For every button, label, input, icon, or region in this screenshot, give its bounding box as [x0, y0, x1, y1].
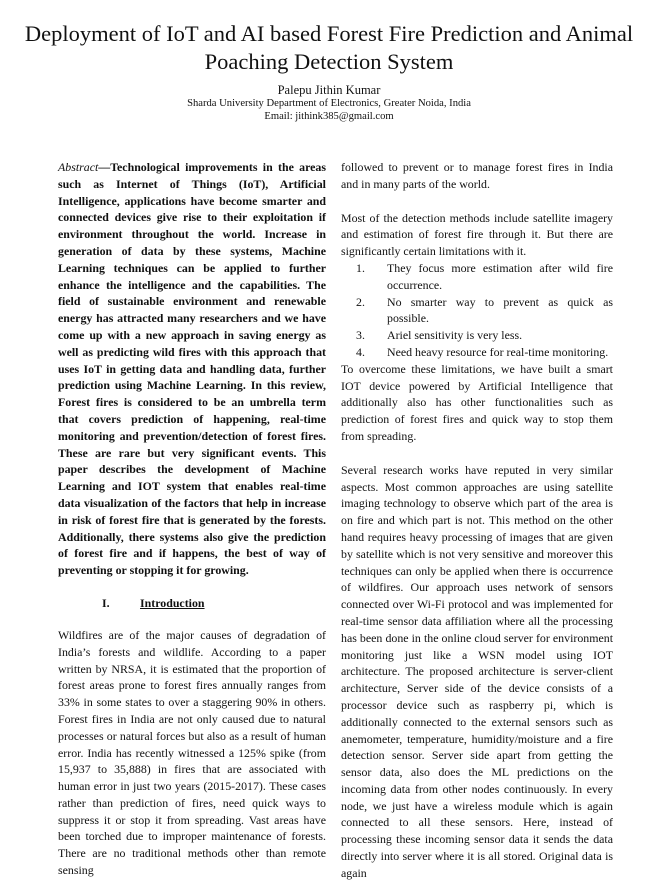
list-text: Ariel sensitivity is very less. [387, 328, 523, 343]
limitation-item [356, 344, 613, 361]
list-number: 2. [356, 294, 365, 309]
section-title: Introduction [140, 595, 205, 610]
paper-title: Deployment of IoT and AI based Forest Fire Prediction and Animal Poaching Detection System [24, 21, 634, 74]
limitation-item [356, 327, 613, 344]
abstract-label: Abstract [58, 160, 99, 174]
limitation-item [356, 294, 613, 328]
abstract [58, 159, 326, 579]
left-column [58, 159, 326, 879]
list-number: 1. [356, 260, 365, 275]
intro-paragraph-2: Most of the detection methods include satellite imagery and estimation of forest fire through it. But there are significantly certain limitations with it. [341, 210, 613, 259]
list-number: 3. [356, 328, 365, 343]
intro-paragraph-1-part-b: followed to prevent or to manage forest fires in India and in many parts of the world. [341, 160, 613, 191]
section-number: I. [102, 595, 110, 610]
limitations-list [341, 260, 613, 361]
list-text: Need heavy resource for real-time monitoring. [387, 344, 609, 359]
intro-paragraph-4: Several research works have reputed in very similar aspects. Most common approaches are using satellite imaging technology to observe which part of the area is on fire and which part is not. This method on the other hand requires heavy processing of images that are given by satellite which is not very sensitive and moreover this techniques can only be applied when there is occurrence of wildfires. Our approach uses network of sensors connected over Wi-Fi protocol and was implemented for real-time sensor data affiliation where all the processing has been done in the online cloud server for environment monitoring just like a WSN model using IOT architecture. The proposed architecture is server-client architecture, Server side of the device consists of a processor device such as raspberry pi, which is additionally connected to the external sensors such as anemometer, temperature, humidity/moisture and a fire detection sensor. Server side apart from getting the sensor data, also does the ML predictions on the incoming data from other nodes continuously. In every node, we just have a wireless module which is again connected to all these sensors. Here, instead of processing these incoming sensor data it sends the data directly into server where it is all stored. Original data is again [341, 462, 613, 880]
abstract-text: —Technological improvements in the areas such as Internet of Things (IoT), Artificial Intelligence, applications have become smarter and connected devices give rise to their exploitation if environment throughout the world. Increase in generation of data by these systems, Machine Learning techniques can be applied to further enhance the intelligence and the capabilities. The field of sustainable environment and renewable energy has attracted many researchers and we have come up with a new approach in saving energy as well as predicting wild fires with this approach that uses IoT in getting data and handling data, further prediction using Machine Learning. In this review, Forest fires is considered to be an umbrella term that covers prediction of happening, real-time monitoring and prevention/detection of forest fires. These are rare but very significant events. This paper describes the development of Machine Learning and IOT system that enables real-time data visualization of the factors that help in increase in risk of forest fire that is generated by the forests. Additionally, there systems also give the prediction of forest fire and if happens, the best of way of preventing or stopping it for growing. [58, 160, 326, 578]
list-number: 4. [356, 344, 365, 359]
limitation-item [356, 260, 613, 294]
intro-paragraph-1-part-a: Wildfires are of the major causes of degradation of India’s forests and wildlife. According to a paper written by NRSA, it is estimated that the proportion of forest areas prone to forest fires annually ranges from 33% in some states to over a staggering 90% in others. Forest fires in India are not only caused due to natural processes or natural forces but also as a result of human error. India has recently witnessed a 125% spike (from 15,937 to 35,888) in fires that are associated with human error in just two years (2015-2017). These cases rather than prediction of fires, need quick ways to suppress it or stop it from spreading. Vast areas have been torched due to improper maintenance of forests. There are no traditional methods other than remote sensing [58, 627, 326, 878]
section-heading-introduction [58, 595, 326, 612]
author-affiliation: Sharda University Department of Electronics, Greater Noida, India [187, 98, 471, 109]
author-name: Palepu Jithin Kumar [277, 83, 381, 97]
right-column [341, 159, 613, 882]
list-text: No smarter way to prevent as quick as possible. [387, 294, 613, 326]
list-text: They focus more estimation after wild fire occurrence. [387, 260, 613, 292]
author-email: Email: jithink385@gmail.com [264, 111, 394, 122]
intro-paragraph-3: To overcome these limitations, we have built a smart IOT device powered by Artificial Intelligence that additionally also has other functionalities such as prediction of forest fires and quick way to stop them from spreading. [341, 361, 613, 443]
